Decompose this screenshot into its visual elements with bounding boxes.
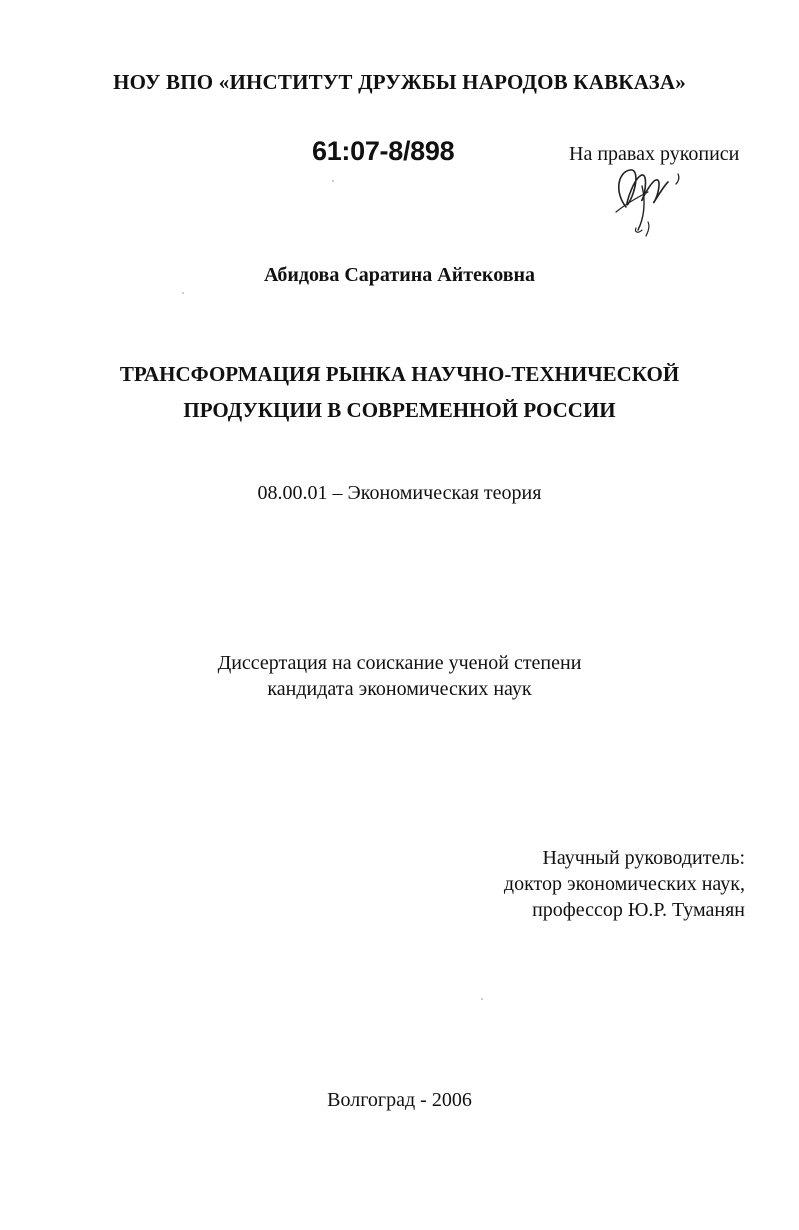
supervisor-line-1: Научный руководитель: xyxy=(542,847,745,869)
scan-speck xyxy=(332,180,334,182)
scan-speck xyxy=(182,292,184,294)
dissertation-title xyxy=(0,356,799,428)
title-line-2: ПРОДУКЦИИ В СОВРЕМЕННОЙ РОССИИ xyxy=(183,398,616,422)
supervisor-line-2: доктор экономических наук, xyxy=(503,873,745,895)
manuscript-rights-note: На правах рукописи xyxy=(569,143,740,165)
institution-name: НОУ ВПО «ИНСТИТУТ ДРУЖБЫ НАРОДОВ КАВКАЗА» xyxy=(113,70,686,94)
degree-line-1: Диссертация на соискание ученой степени xyxy=(217,652,582,674)
title-line-1: ТРАНСФОРМАЦИЯ РЫНКА НАУЧНО-ТЕХНИЧЕСКОЙ xyxy=(119,362,680,386)
supervisor-block xyxy=(504,845,745,923)
supervisor-line-3: профессор Ю.Р. Туманян xyxy=(532,899,745,921)
author-name: Абидова Саратина Айтековна xyxy=(263,264,536,286)
specialty-code: 08.00.01 – Экономическая теория xyxy=(257,482,542,504)
degree-line-2: кандидата экономических наук xyxy=(267,678,532,700)
catalog-number: 61:07-8/898 xyxy=(312,136,455,166)
scan-speck xyxy=(481,998,483,1000)
place-and-year: Волгоград - 2006 xyxy=(327,1089,472,1111)
degree-statement xyxy=(0,650,799,702)
handwritten-signature xyxy=(596,152,696,242)
